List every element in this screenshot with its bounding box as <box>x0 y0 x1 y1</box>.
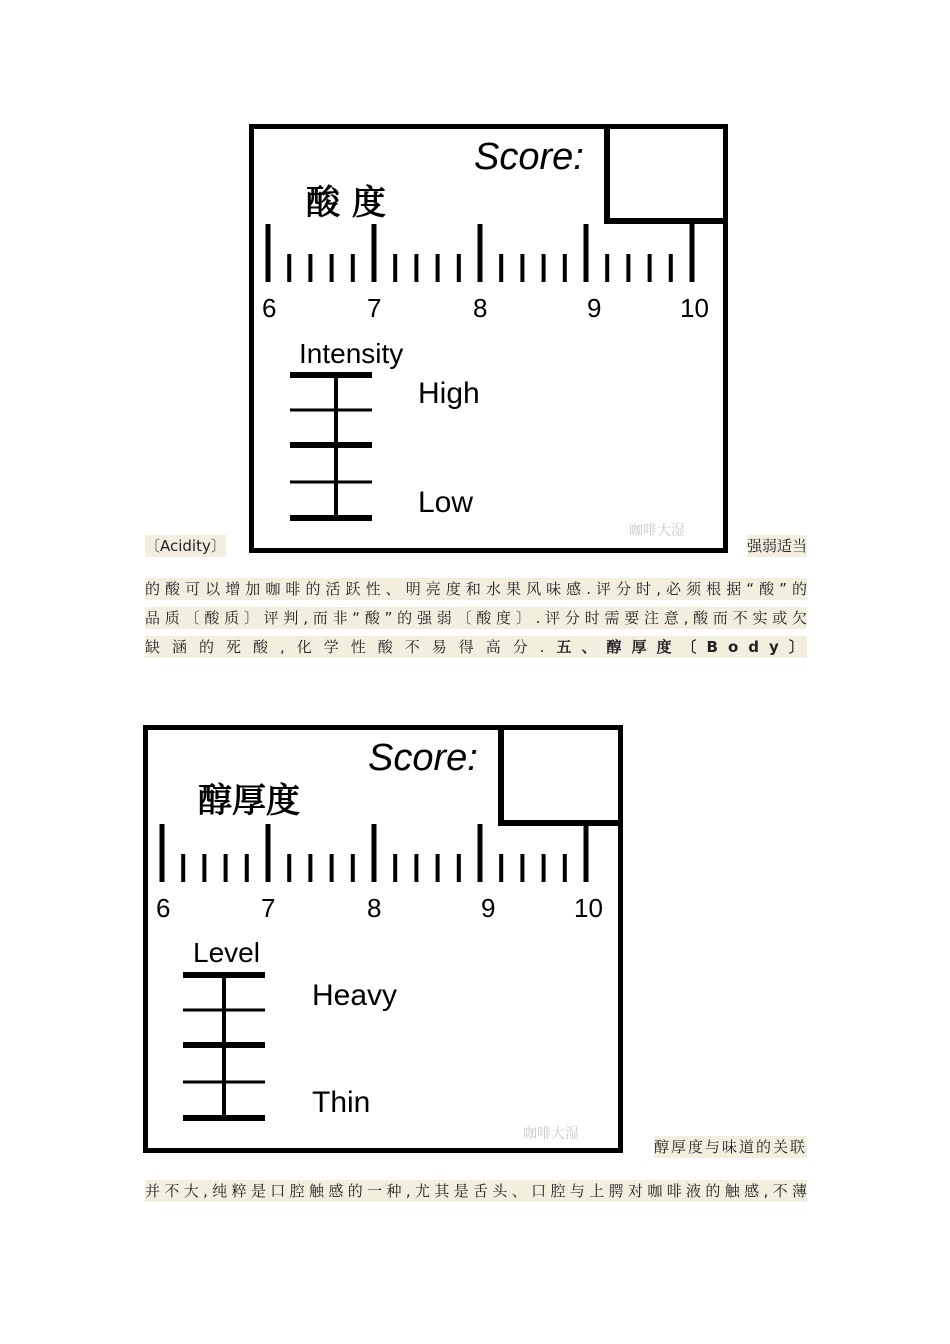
level-ladder <box>290 374 372 519</box>
scale-ticks <box>162 824 586 882</box>
high-label: High <box>418 377 480 410</box>
level-label: Level <box>193 937 260 968</box>
para1-line3-text: 缺涵的死酸,化学性酸不易得高分. <box>145 638 557 656</box>
acidity-label: 〔Acidity〕 <box>145 537 226 555</box>
score-box <box>607 129 723 221</box>
acidity-score-card <box>249 124 728 553</box>
para1-line2: 品质〔酸质〕评判,而非“酸”的强弱〔酸度〕.评分时需要注意,酸而不实或欠 <box>145 609 807 627</box>
acidity-after-text: 强弱适当 <box>746 537 807 555</box>
score-box <box>501 730 618 823</box>
scale-number-8: 8 <box>473 293 488 323</box>
score-label: Score: <box>368 737 478 779</box>
body-after-text: 醇厚度与味道的关联 <box>653 1138 807 1156</box>
watermark: 咖啡大湿 <box>629 523 685 539</box>
high-label: Heavy <box>312 979 398 1012</box>
body-score-card <box>143 725 623 1153</box>
scale-number-7: 7 <box>261 893 276 923</box>
scale-number-6: 6 <box>262 293 277 323</box>
scale-number-10: 10 <box>680 293 709 323</box>
card-title: 酸 度 <box>306 183 386 223</box>
para1-line1: 的酸可以增加咖啡的活跃性、明亮度和水果风味感.评分时,必须根据“酸”的 <box>145 580 807 598</box>
acidity-scale-graphic <box>254 129 723 548</box>
low-label: Low <box>418 486 474 519</box>
level-ladder <box>183 974 265 1119</box>
para2-line1: 并不大,纯粹是口腔触感的一种,尤其是舌头、口腔与上腭对咖啡液的触感,不薄 <box>145 1182 807 1200</box>
scale-number-7: 7 <box>367 293 382 323</box>
scale-ticks <box>268 224 692 282</box>
watermark: 咖啡大湿 <box>523 1126 579 1142</box>
low-label: Thin <box>312 1086 371 1119</box>
para1-line3 <box>145 636 814 658</box>
section5-heading: 五、醇厚度〔Body〕 <box>556 638 814 656</box>
score-label: Score: <box>474 136 584 178</box>
card-title: 醇厚度 <box>198 781 300 821</box>
body-line <box>145 1136 807 1158</box>
acidity-line <box>145 535 807 557</box>
scale-number-10: 10 <box>574 893 603 923</box>
scale-number-9: 9 <box>481 893 496 923</box>
scale-number-9: 9 <box>587 293 602 323</box>
scale-number-6: 6 <box>156 893 171 923</box>
level-label: Intensity <box>299 338 404 369</box>
scale-number-8: 8 <box>367 893 382 923</box>
body-scale-graphic <box>148 730 618 1148</box>
